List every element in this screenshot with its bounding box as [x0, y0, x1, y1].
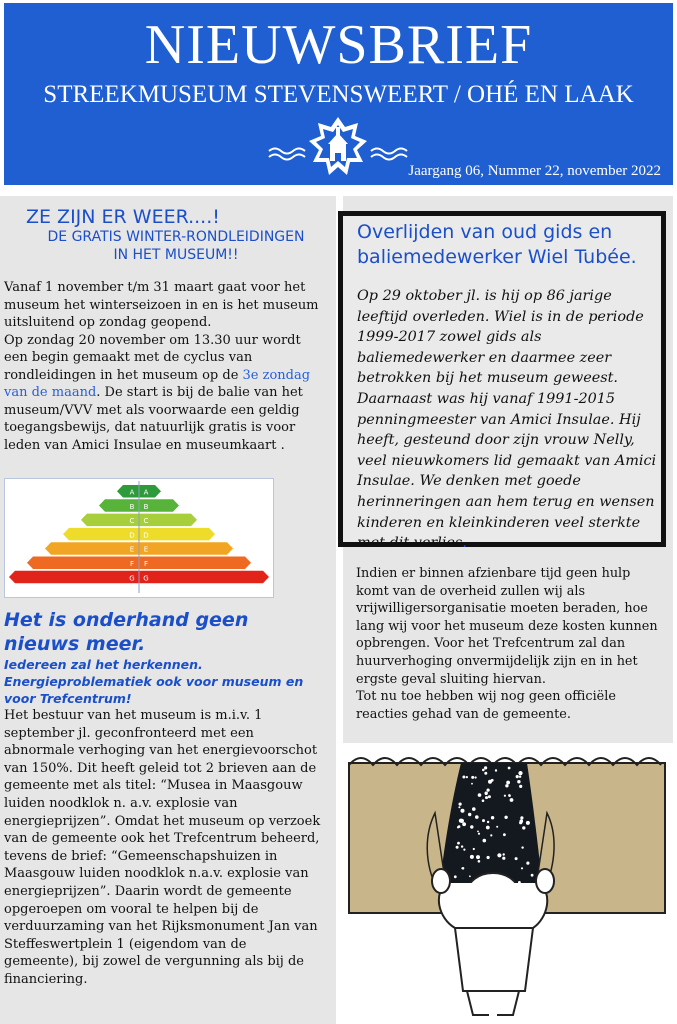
snow-dot [519, 776, 521, 778]
snow-dot [496, 826, 498, 828]
snow-dot [459, 819, 463, 823]
snow-dot [468, 813, 471, 816]
snow-dot [473, 848, 475, 850]
snow-dot [475, 815, 479, 819]
obituary-box [338, 211, 666, 552]
energy-class-label: E [143, 545, 149, 554]
snow-dot [462, 822, 466, 826]
newsletter-subtitle: STREEKMUSEUM STEVENSWEERT / OHÉ EN LAAK [43, 81, 634, 108]
snow-dot [477, 831, 479, 833]
article1-headline [26, 206, 326, 264]
energy-class-label: D [129, 531, 135, 540]
snow-dot [484, 772, 487, 775]
snow-dot [491, 779, 494, 782]
obituary-final-mark: . [462, 535, 467, 552]
snow-dot [522, 826, 525, 829]
snow-dot [510, 798, 514, 802]
snow-dot [518, 771, 522, 775]
article2-continued [356, 565, 666, 723]
snow-dot [503, 853, 505, 855]
snow-dot [478, 860, 481, 863]
energy-class-label: E [129, 545, 135, 554]
snow-dot [484, 766, 487, 769]
snow-dot [482, 769, 485, 772]
snow-dot [487, 856, 490, 859]
article1-paragraph1: Vanaf 1 november t/m 31 maart gaat voor het museum het winterseizoen in en is het museum uitsluitend op zondag geopend. [4, 280, 319, 330]
article2-subtitle-line3: voor Trefcentrum! [4, 691, 132, 706]
energy-class-label: B [129, 502, 135, 511]
snow-dot [469, 875, 471, 877]
snow-dot [476, 855, 480, 859]
energy-class-label: G [143, 574, 149, 583]
snow-dot [461, 845, 463, 847]
article2-title-line1: Het is onderhand geen [4, 609, 249, 631]
energy-class-label: C [143, 517, 149, 526]
energy-class-label: D [143, 531, 149, 540]
newsletter-title: NIEUWSBRIEF [144, 14, 533, 76]
monthly-tour-link[interactable]: 3e zondag van de maand [4, 367, 311, 400]
energy-class-label: F [143, 560, 149, 568]
snow-dot [482, 819, 485, 822]
article2-subtitle-line2: Energieproblematiek ook voor museum en [4, 674, 304, 689]
snow-dot [517, 780, 520, 783]
snow-dot [491, 816, 494, 819]
snow-dot [462, 776, 465, 779]
snow-dot [459, 803, 462, 806]
newsletter-header [4, 3, 673, 185]
obituary-title-line1: Overlijden van oud gids en [357, 221, 613, 243]
article2-continued-p1: Indien er binnen afzienbare tijd geen hulp komt van de overheid zullen wij als vrijwilligersorganisatie moeten beraden, hoe lang wij voor het museum deze kosten kunnen opbrengen. Voor het Trefcentrum zal dan huurverhoging onvermijdelijk zijn en in het ergste geval sluiting hiervan. [356, 566, 658, 687]
snow-dot [458, 825, 461, 828]
article1-paragraph2-end: . De start is bij de balie van het museum/VVV met als voorwaarde een geldig toegangsbewijs, dat natuurlijk gratis is voor leden van Amici Insulae en museumkaart . [4, 385, 303, 453]
snow-dot [462, 867, 465, 870]
article1-subtitle-line1: DE GRATIS WINTER-RONDLEIDINGEN [47, 229, 305, 245]
snow-dot [504, 795, 506, 797]
energy-class-label: A [129, 488, 135, 497]
snow-dot [454, 875, 457, 878]
article1-paragraph2-start: Op zondag 20 november om 13.30 uur wordt een begin gemaakt met de cyclus van rondleidingen in het museum op de [4, 332, 301, 383]
snow-dot [475, 776, 477, 778]
article1-title: ZE ZIJN ER WEER....! [26, 206, 220, 228]
snow-dot [521, 867, 523, 869]
museum-emblem-icon [263, 113, 413, 185]
snow-dot [470, 825, 473, 828]
snow-dot [487, 821, 489, 823]
snow-dot [458, 806, 460, 808]
energy-label-image [4, 478, 274, 598]
snow-dot [478, 833, 480, 835]
snow-dot [456, 846, 459, 849]
energy-class-label: B [143, 502, 149, 511]
snow-dot [470, 855, 474, 859]
snow-dot [521, 846, 523, 848]
snow-dot [504, 816, 507, 819]
snow-dot [497, 853, 501, 857]
snow-dot [503, 833, 506, 836]
article2-subtitle-line1: Iedereen zal het herkennen. [4, 657, 203, 672]
issue-info: Jaargang 06, Nummer 22, november 2022 [408, 163, 661, 179]
snow-dot [485, 793, 487, 795]
snow-dot [487, 789, 490, 792]
snow-dot [466, 776, 468, 778]
article1-subtitle-line2: IN HET MUSEUM!! [113, 247, 239, 263]
article2-continued-p2: Tot nu toe hebben wij nog geen officiële reacties gehad van de gemeente. [356, 689, 616, 722]
obituary-title-line2: baliemedewerker Wiel Tubée. [357, 246, 637, 268]
snow-dot [478, 793, 482, 797]
snow-dot [483, 839, 487, 843]
snow-dot [515, 857, 518, 860]
snow-dot [531, 874, 534, 877]
article2-title-line2: nieuws meer. [4, 633, 146, 655]
snow-dot [486, 826, 490, 830]
snow-dot [519, 785, 522, 788]
obituary-text [357, 286, 662, 554]
snow-dot [505, 784, 508, 787]
cartoon-illustration [343, 743, 673, 1024]
snow-dot [508, 794, 511, 797]
article2 [4, 608, 330, 989]
snow-dot [506, 781, 510, 785]
snow-dot [482, 799, 485, 802]
energy-class-label: G [129, 574, 135, 583]
article2-body: Het bestuur van het museum is m.i.v. 1 september jl. geconfronteerd met een abnormale verhoging van het energievoorschot van 150%. Dit heeft geleid tot 2 brieven aan de gemeente met als titel: “Musea in Maasgouw luiden noodklok n. a.v. explosie van energieprijzen”. Omdat het museum op verzoek van de gemeente ook het Trefcentrum beheerd, tevens de brief: “Gemeenschapshuizen in Maasgouw luiden noodklok n.a.v. explosie van energieprijzen”. Daarin wordt de gemeente opgeroepen om vooral te helpen bij de verduurzaming van het Rijksmonument Jan van Steffeswertplein 1 (eigendom van de gemeente), bij zowel de vergunning als bij de financiering. [4, 708, 321, 987]
snow-dot [490, 834, 492, 836]
snow-dot [485, 796, 488, 799]
snow-dot [488, 795, 491, 798]
snow-dot [526, 862, 529, 865]
snow-dot [461, 809, 465, 813]
obituary-body: Op 29 oktober jl. is hij op 86 jarige leeftijd overleden. Wiel is in de periode 1999-2017 zowel gids als baliemedewerker en daarmee zeer betrokken bij het museum geweest. Daarnaast was hij vanaf 1991-2015 penningmeester van Amici Insulae. Hij heeft, gesteund door zijn vrouw Nelly, veel nieuwkomers lid gemaakt van Amici Insulae. We denken met goede herinneringen aan hem terug en wensen kinderen en kleinkinderen veel sterkte met dit verlies [357, 288, 657, 552]
snow-dot [463, 849, 465, 851]
energy-class-label: F [129, 560, 135, 568]
obituary-title [357, 220, 667, 270]
snow-dot [457, 842, 460, 845]
article1-body [4, 279, 324, 454]
snow-dot [520, 819, 524, 823]
energy-class-label: A [143, 488, 149, 497]
snow-dot [472, 807, 476, 811]
snow-dot [502, 857, 505, 860]
snow-dot [471, 776, 474, 779]
snow-dot [526, 821, 530, 825]
snow-dot [508, 767, 511, 770]
energy-class-label: C [129, 517, 135, 526]
snow-dot [471, 783, 473, 785]
snow-dot [495, 769, 497, 771]
snow-dot [520, 816, 523, 819]
snow-dot [516, 775, 519, 778]
